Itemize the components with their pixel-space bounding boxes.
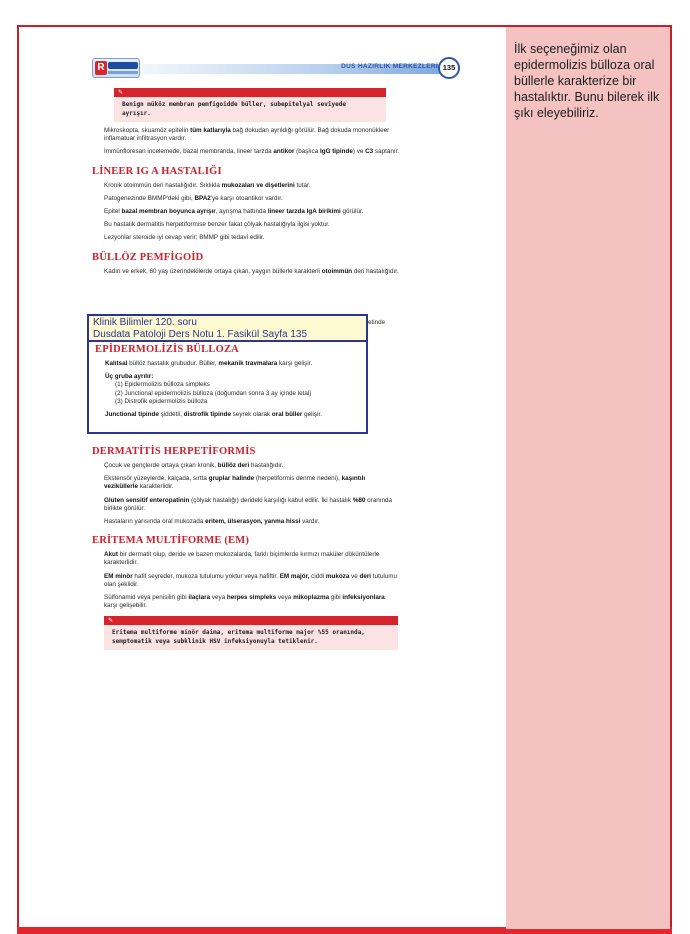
- pen-icon: ✎: [118, 90, 124, 96]
- heading-lineer-iga: LİNEER IG A HASTALIĞI: [92, 165, 222, 177]
- paragraph: Kadın ve erkek, 60 yaş üzerindekilerde ortaya çıkan, yaygın büllerle karakterli otoimmün deri hastalığıdır.: [104, 267, 399, 275]
- paragraph: Ekstensör yüzeylerde, kalçada, sırtta gruplar halinde (herpetiformis denme nedeni), kaşıntılı veziküllerle karakterlidir.: [104, 475, 366, 491]
- heading-bulloz-pemfigoid: BÜLLÖZ PEMFİGOİD: [92, 251, 204, 263]
- page-header: [92, 56, 464, 82]
- header-title: DUS HAZIRLIK MERKEZLERİ: [341, 63, 438, 70]
- highlight-label-line1: Klinik Bilimler 120. soru: [93, 317, 197, 328]
- note-box-eritema: [104, 616, 398, 650]
- heading-dermatitis: DERMATİTİS HERPETİFORMİS: [92, 446, 256, 457]
- cut-off-text: etinde: [368, 319, 386, 326]
- paragraph: Bu hastalık dermatitis herpetiformise benzer fakat çölyak hastalığıyla ilgisi yoktur.: [104, 221, 330, 229]
- paragraph: Epitel bazal membran boyunca ayrışır, ayrışma hattında lineer tarzda IgA birikimi görülür.: [104, 208, 364, 216]
- intro-paragraph: İmmünfloresan incelemede, bazal membranda, lineer tarzda antikor (başlıca IgG tipinde) ve C3 saptanır.: [104, 148, 400, 156]
- list-item: (3) Distrofik epidermolizis bülloza: [115, 397, 208, 405]
- epidermolizis-section: [95, 344, 365, 419]
- paragraph: Kalıtsal büllöz hastalık grubudur. Büller, mekanik travmalara karşı gelişir.: [105, 360, 313, 367]
- paragraph: Çocuk ve gençlerde ortaya çıkan kronik, büllöz deri hastalığıdır.: [104, 462, 284, 469]
- logo-letter: R: [95, 61, 107, 75]
- paragraph: Junctional tipinde şiddetli, distrofik tipinde seyrek olarak oral büller gelişir.: [105, 411, 322, 419]
- note-bar: [114, 88, 386, 97]
- page-number: 135: [438, 57, 460, 79]
- dusdata-logo: [92, 58, 140, 78]
- logo-subline: [108, 71, 138, 74]
- paragraph: EM minör hafif seyreder, mukoza tutulumu yoktur veya hafiftir. EM majör, ciddi mukoza ve deri tutulumu olan şeklidir.: [104, 572, 397, 588]
- paragraph: Hastaların yarısında oral mukozada eritem, ülserasyon, yanma hissi vardır.: [104, 518, 320, 526]
- side-note-text: İlk seçeneğimiz olan epidermolizis bülloza oral büllerle karakterize bir hastalıktır. Bunu bilerek ilk şıkı eleyebiliriz.: [514, 42, 660, 120]
- lower-sections: [92, 437, 464, 650]
- groups-title: Üç gruba ayrılır:: [105, 373, 154, 381]
- paragraph: Lezyonlar steroide iyi cevap verir; BMMP gibi tedavi edilir.: [104, 234, 265, 242]
- note-text: Eritema multiforme minör daima, eritema multiforme major %55 oranında, semptomatik veya subklinik HSV infeksiyonuyla tetiklenir.: [112, 629, 365, 645]
- paragraph: Akut bir dermatit olup, deride ve bazen mukozalarda, farklı biçimlerde kırmızı maküler döküntülerle karakterlidir.: [104, 551, 380, 567]
- paragraph: Kronik otoimmün deri hastalığıdır. Sıklıkla mukozaları ve dişetlerini tutar.: [104, 181, 311, 189]
- intro-paragraph: Mikroskopta, skuamöz epitelin tüm katlarıyla bağ dokudan ayrıldığı görülür. Bağ dokuda mononükleer inflamatuar infiltrasyon vardır.: [104, 127, 390, 143]
- heading-epidermolizis: EPİDERMOLİZİS BÜLLOZA: [95, 344, 239, 355]
- paragraph: Patogenezinde BMMP'deki gibi, BPA2'ye karşı otoantikor vardır.: [104, 194, 283, 202]
- note-box-pemfigoid: [114, 88, 386, 122]
- paragraph: Gluten sensitif enteropatinin (çölyak hastalığı) derideki karşılığı kabul edilir. İki hastalık %80 oranında birlikte görülür.: [104, 496, 393, 512]
- logo-wordmark: [108, 62, 138, 69]
- side-note-panel: [506, 27, 670, 929]
- highlight-label-line2: Dusdata Patoloji Ders Notu 1. Fasikül Sayfa 135: [93, 329, 307, 340]
- pen-icon: ✎: [108, 618, 114, 625]
- document-page: [92, 56, 464, 276]
- list-item: (2) Junctional epidermolizis bülloza (doğumdan sonra 3 ay içinde letal): [115, 389, 312, 397]
- list-item: (1) Epidermolizis bülloza simpleks: [115, 381, 210, 389]
- note-bar: [104, 616, 398, 625]
- paragraph: Sülfonamid veya penisilin gibi ilaçlara veya herpes simpleks veya mikoplazma gibi infeksiyonlara karşı gelişebilir.: [104, 594, 385, 610]
- note-text: Benign müköz membran pemfigoidde büller, subepitelyal seviyede ayrışır.: [122, 101, 346, 117]
- heading-eritema: ERİTEMA MULTİFORME (EM): [92, 535, 250, 547]
- highlight-label: [87, 314, 368, 342]
